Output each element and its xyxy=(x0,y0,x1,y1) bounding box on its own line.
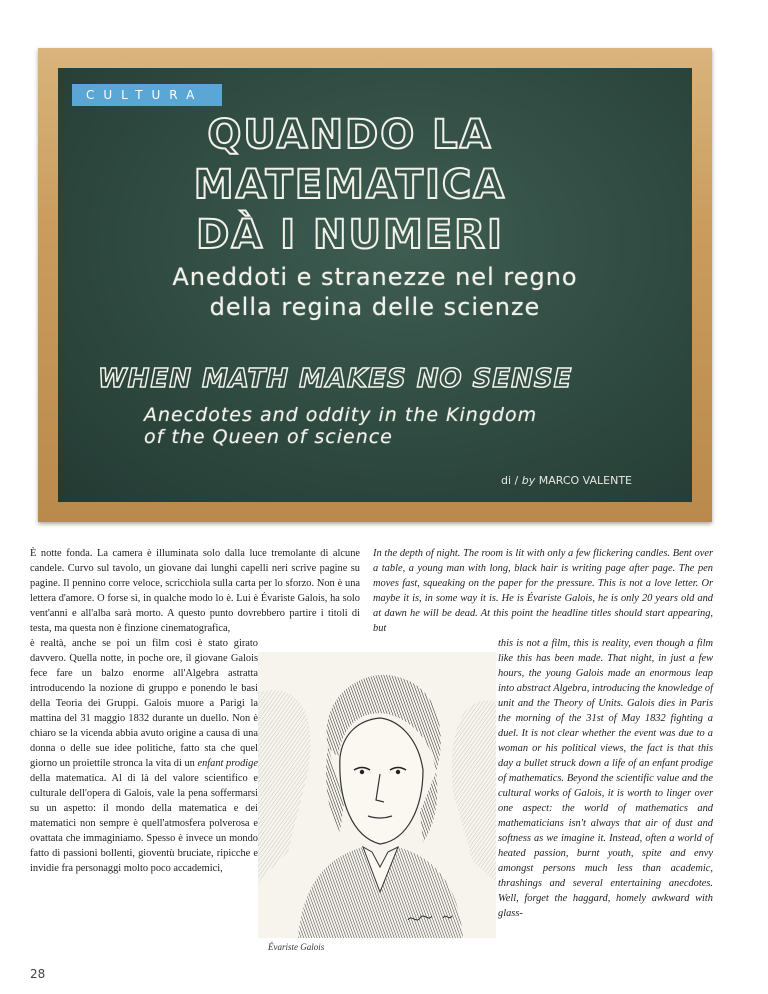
emphasis: enfant prodige xyxy=(197,758,258,769)
byline-prefix: di / xyxy=(500,474,522,487)
subheadline-line: Anecdotes and oddity in the Kingdom xyxy=(144,404,538,426)
subheadline-line: of the Queen of science xyxy=(144,426,393,448)
byline xyxy=(380,474,632,487)
portrait-engraving xyxy=(258,652,496,938)
portrait-galois xyxy=(258,652,496,938)
byline-author: MARCO VALENTE xyxy=(538,474,632,487)
paragraph: È notte fonda. La camera è illuminata solo dalla luce tremolante di alcune candele. Curvo sul tavolo, un giovane dai lunghi capelli neri scrive pagine su pagine. Il pennino corre veloce, scricchiola sulla carta per lo sforzo. Non è una lettera d'amore. O forse sì, in qualche modo lo è. Lui è Évariste Galois, ha solo vent'anni e all'alba sarà morto. A questo punto dovrebbero partire i titoli di testa, ma questa non è finzione cinematografica, xyxy=(30,548,360,634)
subheadline-line: Aneddoti e stranezze nel regno xyxy=(172,263,578,291)
subheadline-line: della regina delle scienze xyxy=(209,293,541,321)
byline-prefix-en: by xyxy=(521,474,536,487)
paragraph: è realtà, anche se poi un film così è stato girato davvero. Quella notte, in poche ore, il giovane Galois fece fare un balzo enorme all'Algebra astratta introducendo la nozione di gruppo e ponendo le basi della Teoria dei Gruppi. Galois muore a Parigi la mattina del 31 maggio 1832 durante un duello. Non è chiaro se la vicenda abbia avuto origine a causa di una donna o delle sue idee politiche, fatto sta che quel giorno un proiettile stronca la vita di un xyxy=(30,638,258,769)
headline-line: MATEMATICA xyxy=(193,162,507,208)
page-number: 28 xyxy=(30,967,46,981)
headline-line: DÀ I NUMERI xyxy=(196,212,504,258)
section-tag: CULTURA xyxy=(72,84,222,106)
paragraph: della matematica. Al di là del valore scientifico e culturale dell'opera di Galois, vale la pena soffermarsi su un aspetto: il mondo della matematica e dei matematici non sempre è quell'atmosfera polverosa e ovattata che immaginiamo. Spesso è invece un mondo fatto di passioni bollenti, gioventù bruciate, ripicche e invidie fra personaggi molto poco accademici, xyxy=(30,773,258,874)
paragraph-wrapped xyxy=(30,636,258,876)
headline-line: QUANDO LA xyxy=(207,112,493,158)
headline-italian xyxy=(150,110,550,260)
paragraph: this is not a film, this is reality, even though a film like this has been made. That night, in just a few hours, the young Galois made an enormous leap into abstract Algebra, introducing the knowledge of unit and the Theory of Units. Galois dies in Paris the morning of the 31st of May 1832 fighting a duel. It is not clear whether the event was due to a woman or his political views, the fact is that this day a bullet struck down a life of an enfant prodige of mathematics. Beyond the scientific value and the cultural works of Galois, it is worth to linger over one aspect: the world of mathematics and mathematicians isn't always that air of dust and softness as we imagine it. Instead, often a world of heated passion, burnt youth, spite and envy amongst persons much less than academic, thrashings and several entertaining anecdotes. Well, forget the haggard, homely awkward with glass- xyxy=(498,638,714,919)
subheadline-english xyxy=(144,404,644,448)
portrait-caption: Évariste Galois xyxy=(268,942,325,952)
paragraph: In the depth of night. The room is lit with only a few flickering candles. Bent over a table, a young man with long, black hair is writing page after page. The pen moves fast, squeaking on the paper for the pressure. This is not a love letter. Or maybe it is, in some way it is. He is Évariste Galois, he is only 20 years old and at dawn he will be dead. At this point the headline titles should start appearing, but xyxy=(373,548,713,634)
subheadline-italian xyxy=(80,262,670,322)
headline-english: WHEN MATH MAKES NO SENSE xyxy=(98,364,573,394)
